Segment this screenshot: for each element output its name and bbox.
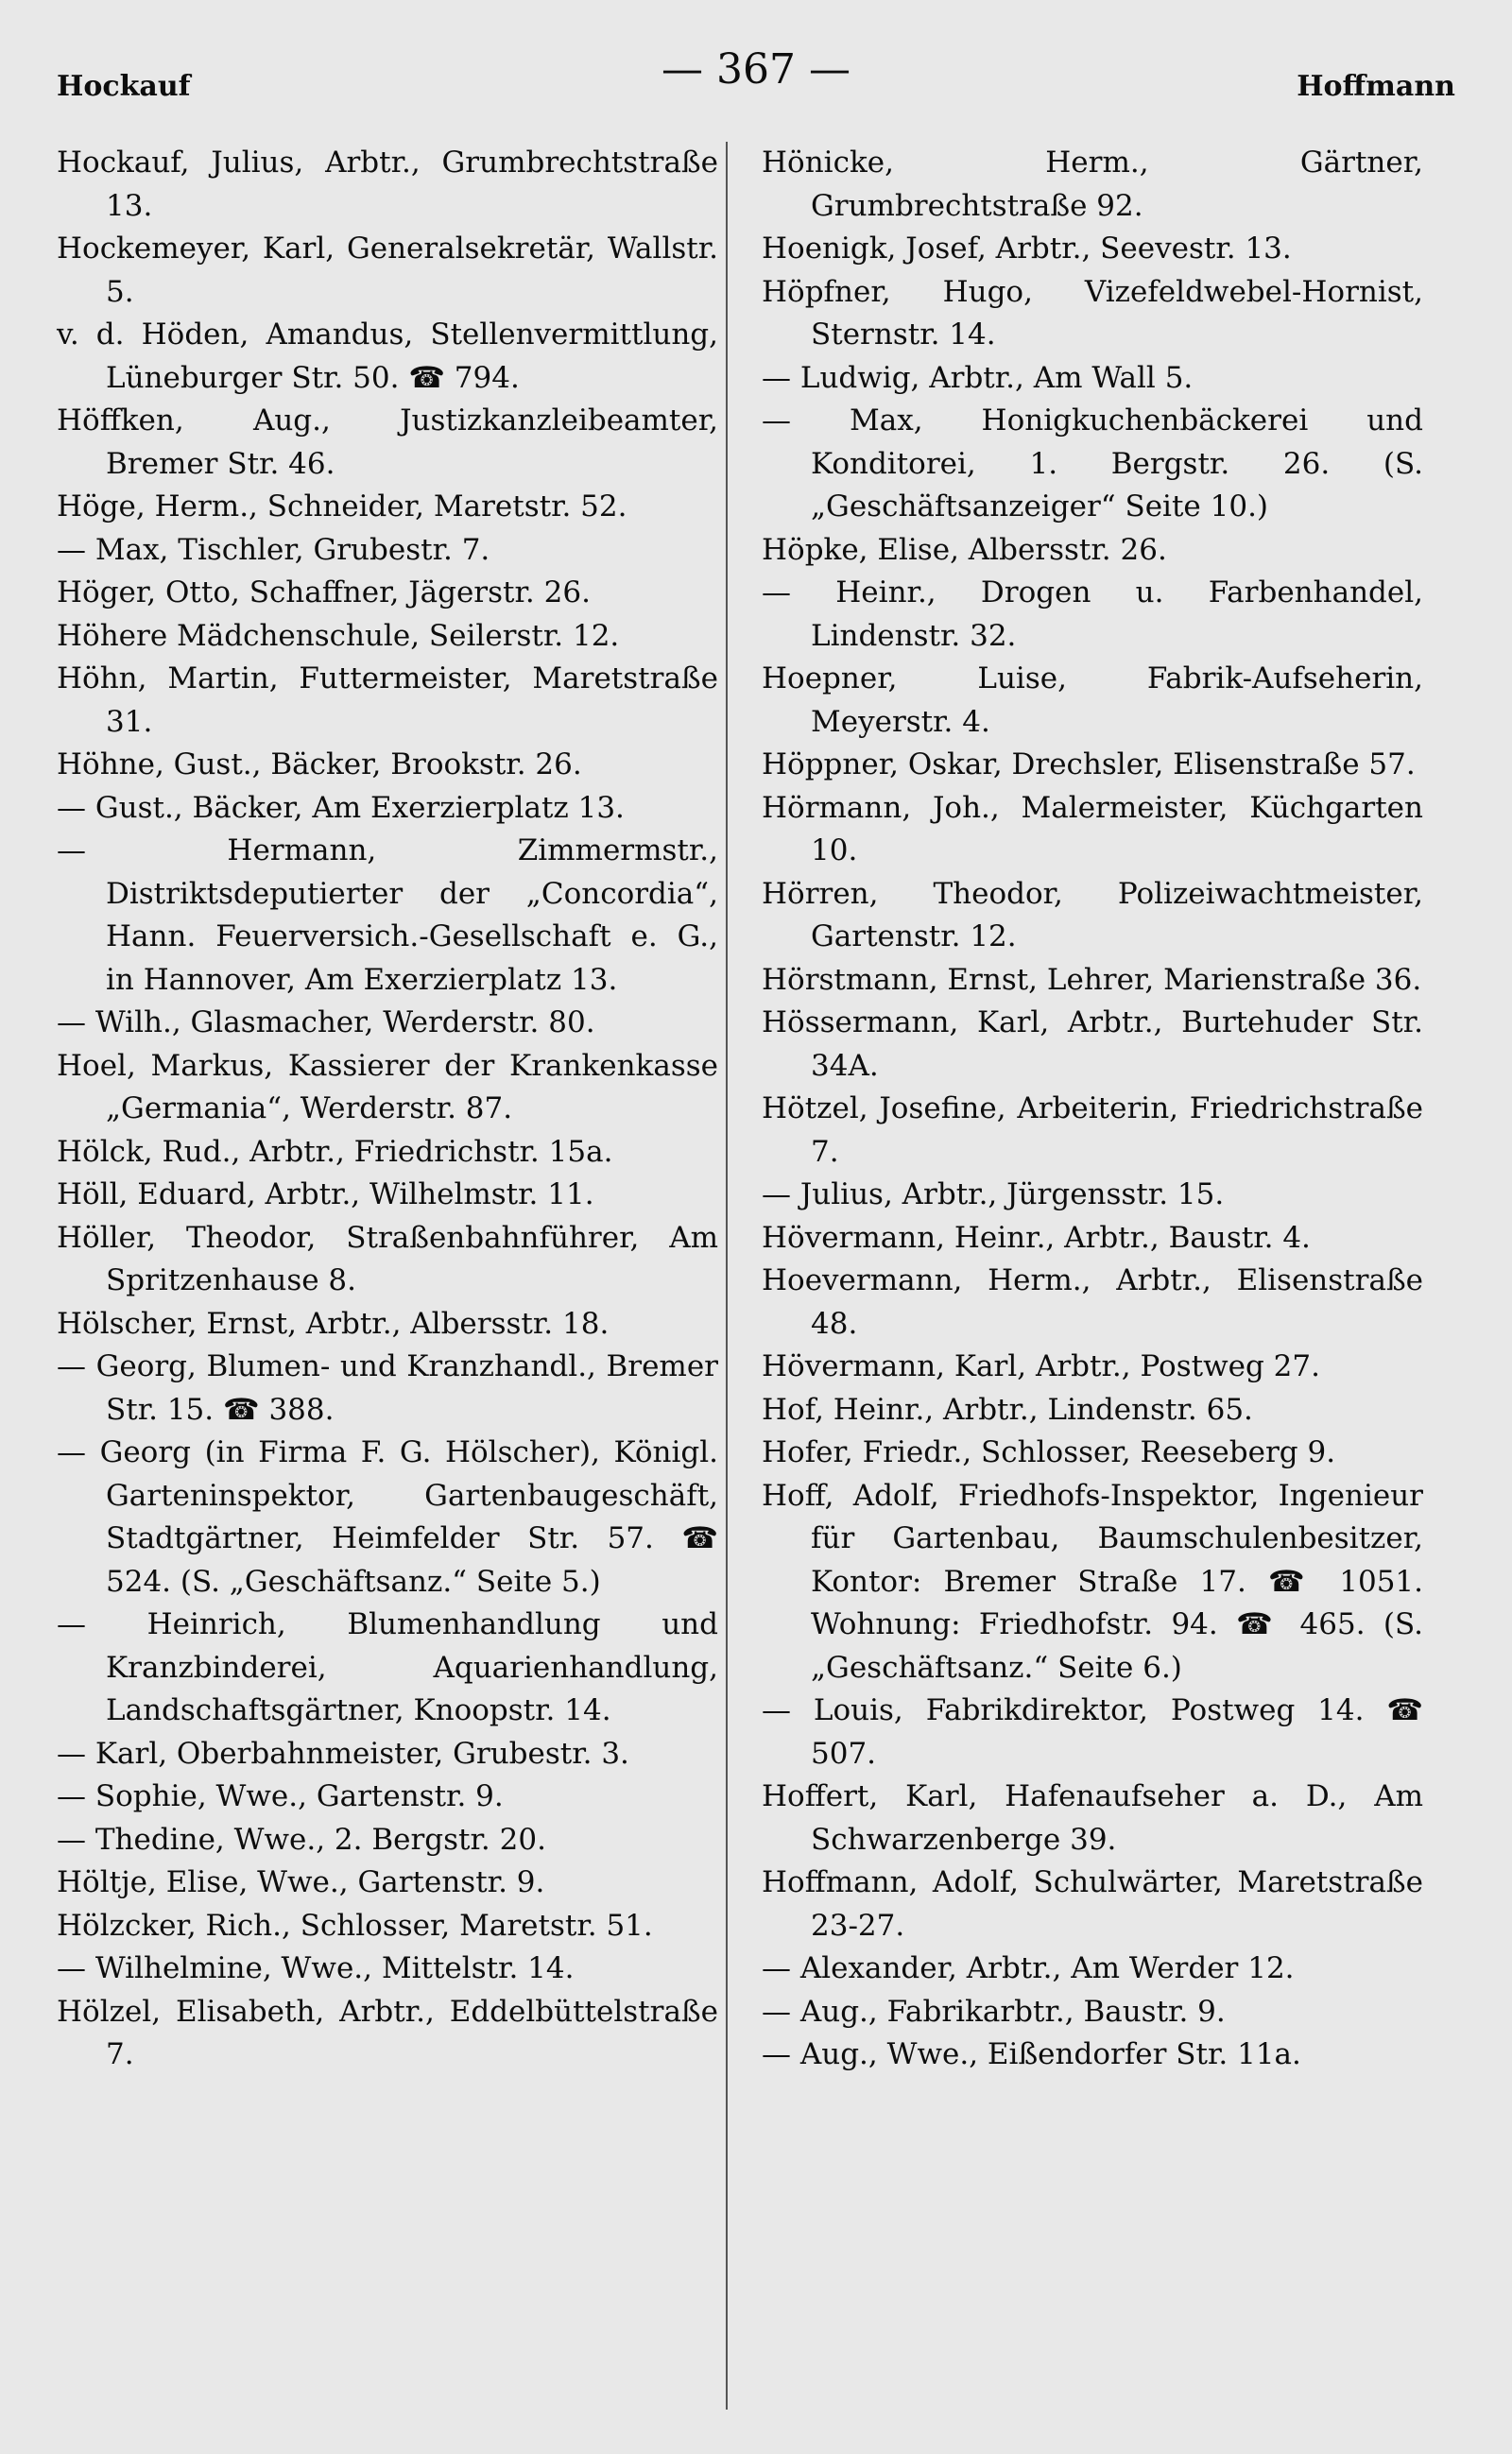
directory-entry: — Georg (in Firma F. G. Hölscher), Königl. Garteninspektor, Gartenbaugeschäft, Stadtgärtner, Heimfelder Str. 57. ☎ 524. (S. „Geschäftsanz.“ Seite 5.) [57,1435,718,1599]
directory-entry: — Aug., Wwe., Eißendorfer Str. 11a. [762,2037,1301,2071]
directory-entry: Hövermann, Heinr., Arbtr., Baustr. 4. [762,1220,1311,1255]
left-column [57,142,718,2077]
directory-entry: — Hermann, Zimmermstr., Distriktsdeputierter der „Concordia“, Hann. Feuerversich.-Gesellschaft e. G., in Hannover, Am Exerzierplatz 13. [57,833,718,997]
directory-entry: — Max, Honigkuchenbäckerei und Konditorei, 1. Bergstr. 26. (S. „Geschäftsanzeiger“ Seite 10.) [762,403,1423,523]
directory-entry: Höhere Mädchenschule, Seilerstr. 12. [57,618,620,653]
directory-entry: — Julius, Arbtr., Jürgensstr. 15. [762,1177,1225,1211]
directory-entry: — Wilhelmine, Wwe., Mittelstr. 14. [57,1951,575,1985]
directory-entry: Höffken, Aug., Justizkanzleibeamter, Bremer Str. 46. [57,403,718,481]
directory-entry: Höltje, Elise, Wwe., Gartenstr. 9. [57,1865,545,1899]
directory-entry: Hörmann, Joh., Malermeister, Küchgarten 10. [762,790,1423,867]
directory-entry: — Sophie, Wwe., Gartenstr. 9. [57,1779,504,1813]
directory-entry: — Aug., Fabrikarbtr., Baustr. 9. [762,1994,1226,2029]
directory-entry: — Karl, Oberbahnmeister, Grubestr. 3. [57,1736,629,1771]
directory-entry: Höll, Eduard, Arbtr., Wilhelmstr. 11. [57,1177,594,1211]
directory-entry: Hölzcker, Rich., Schlosser, Maretstr. 51. [57,1908,653,1943]
directory-entry: — Wilh., Glasmacher, Werderstr. 80. [57,1005,595,1039]
directory-entry: — Georg, Blumen- und Kranzhandl., Bremer Str. 15. ☎ 388. [57,1349,718,1427]
directory-entry: Höhne, Gust., Bäcker, Brookstr. 26. [57,747,582,781]
directory-entry: Hockauf, Julius, Arbtr., Grumbrechtstraße 13. [57,146,718,223]
header-right-keyword: Hoffmann [1297,70,1455,103]
directory-entry: Hockemeyer, Karl, Generalsekretär, Wallstr. 5. [57,232,718,309]
directory-entry: Höger, Otto, Schaffner, Jägerstr. 26. [57,575,591,609]
directory-entry: v. d. Höden, Amandus, Stellenvermittlung, Lüneburger Str. 50. ☎ 794. [57,317,718,395]
directory-entry: Höge, Herm., Schneider, Maretstr. 52. [57,489,627,523]
directory-entry: Hoepner, Luise, Fabrik-Aufseherin, Meyerstr. 4. [762,661,1423,739]
page-number: — 367 — [662,45,850,94]
directory-entry: Hofer, Friedr., Schlosser, Reeseberg 9. [762,1435,1336,1469]
directory-entry: — Gust., Bäcker, Am Exerzierplatz 13. [57,790,625,825]
entry-columns [57,142,1455,2428]
directory-entry: Hölzel, Elisabeth, Arbtr., Eddelbüttelstraße 7. [57,1994,718,2071]
directory-entry: Hoevermann, Herm., Arbtr., Elisenstraße 48. [762,1263,1423,1341]
directory-entry: — Heinrich, Blumenhandlung und Kranzbinderei, Aquarienhandlung, Landschaftsgärtner, Knoopstr. 14. [57,1607,718,1727]
directory-entry: Höpke, Elise, Albersstr. 26. [762,532,1167,567]
directory-entry: Hövermann, Karl, Arbtr., Postweg 27. [762,1349,1320,1383]
directory-entry: Hörren, Theodor, Polizeiwachtmeister, Gartenstr. 12. [762,876,1423,953]
directory-entry: Hötzel, Josefine, Arbeiterin, Friedrichstraße 7. [762,1091,1423,1169]
header-left-keyword: Hockauf [57,70,191,103]
right-column [762,142,1423,2077]
directory-entry: Hoff, Adolf, Friedhofs-Inspektor, Ingenieur für Gartenbau, Baumschulenbesitzer, Kontor: Bremer Straße 17. ☎ 1051. Wohnung: Friedhofstr. 94. ☎ 465. (S. „Geschäftsanz.“ Seite 6.) [762,1478,1423,1685]
directory-entry: Höppner, Oskar, Drechsler, Elisenstraße 57. [762,747,1416,781]
directory-entry: Hörstmann, Ernst, Lehrer, Marienstraße 36. [762,962,1422,997]
directory-entry: Höpfner, Hugo, Vizefeldwebel-Hornist, Sternstr. 14. [762,274,1423,352]
directory-entry: Höhn, Martin, Futtermeister, Maretstraße 31. [57,661,718,739]
directory-entry: — Alexander, Arbtr., Am Werder 12. [762,1951,1295,1985]
directory-entry: — Heinr., Drogen u. Farbenhandel, Lindenstr. 32. [762,575,1423,653]
directory-entry: Hoffert, Karl, Hafenaufseher a. D., Am Schwarzenberge 39. [762,1779,1423,1857]
directory-entry: Hölck, Rud., Arbtr., Friedrichstr. 15a. [57,1134,613,1169]
directory-entry: — Thedine, Wwe., 2. Bergstr. 20. [57,1822,546,1857]
directory-entry: Hof, Heinr., Arbtr., Lindenstr. 65. [762,1392,1253,1427]
directory-entry: — Max, Tischler, Grubestr. 7. [57,532,490,567]
directory-entry: Hoel, Markus, Kassierer der Krankenkasse „Germania“, Werderstr. 87. [57,1048,718,1125]
page-header [57,45,1455,102]
directory-entry: Höller, Theodor, Straßenbahnführer, Am Spritzenhause 8. [57,1220,718,1297]
directory-entry: — Ludwig, Arbtr., Am Wall 5. [762,360,1194,395]
directory-entry: Hoffmann, Adolf, Schulwärter, Maretstraße 23-27. [762,1865,1423,1943]
directory-entry: Hölscher, Ernst, Arbtr., Albersstr. 18. [57,1306,610,1341]
directory-entry: — Louis, Fabrikdirektor, Postweg 14. ☎ 507. [762,1693,1423,1771]
directory-entry: Hössermann, Karl, Arbtr., Burtehuder Str. 34A. [762,1005,1423,1083]
directory-entry: Hoenigk, Josef, Arbtr., Seevestr. 13. [762,232,1292,266]
directory-entry: Hönicke, Herm., Gärtner, Grumbrechtstraße 92. [762,146,1423,223]
